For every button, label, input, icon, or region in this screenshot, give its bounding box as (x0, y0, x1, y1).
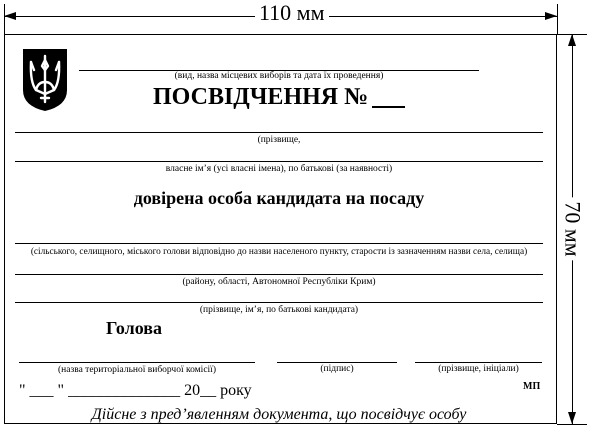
region-caption: (району, області, Автономної Республіки Крим) (182, 277, 376, 287)
validity-note: Дійсне з пред’явленням документа, що посвідчує особу (91, 406, 467, 423)
bottom-extension-line (557, 424, 587, 425)
date-row: " ___ " ______________ 20__ року (19, 382, 252, 399)
election-type-caption: (вид, назва місцевих виборів та дата їх проведення) (174, 71, 384, 81)
left-extension-line (4, 4, 5, 34)
head-label: Голова (106, 318, 163, 338)
left-arrowhead (4, 12, 16, 20)
settlement-caption: (сільського, селищного, міського голови відповідно до назви населеного пункту, старости із зазначенням назви села, селища) (30, 247, 528, 257)
signature-caption: (підпис) (320, 364, 354, 374)
width-label: 110 мм (255, 2, 329, 24)
right-arrowhead (545, 12, 557, 20)
surname-line (15, 132, 543, 133)
title-number-line (372, 106, 405, 108)
candidate-line (15, 302, 543, 303)
settlement-line (15, 243, 543, 244)
surname-caption: (прізвище, (257, 135, 301, 145)
signature-line (277, 362, 397, 363)
trident-coat-of-arms-icon (22, 48, 68, 112)
commission-caption: (назва територіальної виборчої комісії) (58, 365, 216, 375)
bottom-arrowhead (568, 412, 576, 424)
title-prefix: ПОСВІДЧЕННЯ № (153, 84, 369, 110)
name-caption: власне ім’я (усі власні імена), по батькові (за наявності) (165, 164, 393, 174)
initials-caption: (прізвище, ініціали) (438, 364, 519, 374)
top-extension-line (557, 34, 587, 35)
certificate-title (153, 84, 368, 111)
candidate-caption: (прізвище, ім’я, по батькові кандидата) (199, 305, 359, 315)
right-extension-line (557, 4, 558, 34)
role-text: довірена особа кандидата на посаду (133, 188, 425, 208)
top-arrowhead (568, 34, 576, 46)
stamp-label: МП (523, 381, 541, 392)
height-label: 70 мм (562, 197, 584, 260)
initials-line (415, 362, 542, 363)
name-line (15, 161, 543, 162)
region-line (15, 274, 543, 275)
commission-line (19, 362, 255, 363)
